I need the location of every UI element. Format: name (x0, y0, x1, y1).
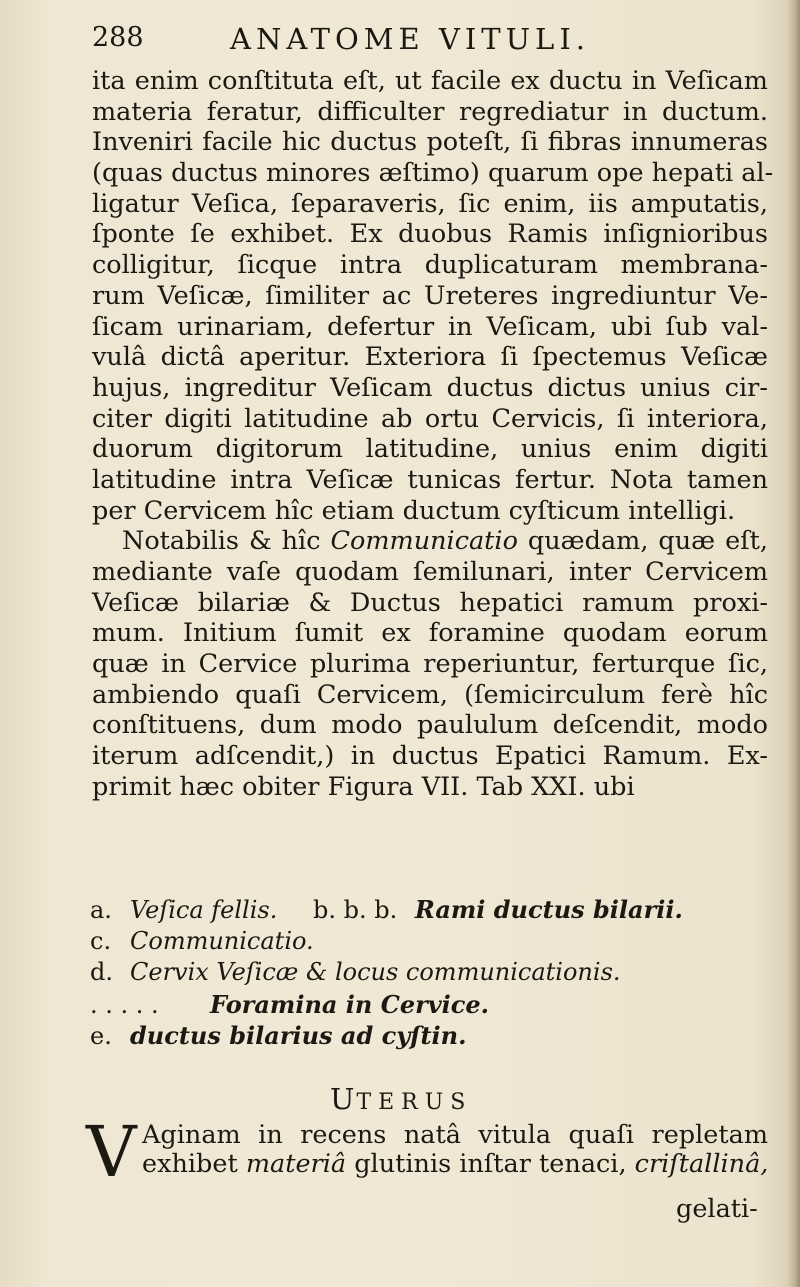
drop-cap: V (86, 1111, 137, 1193)
paragraph-2-first-line (92, 526, 768, 557)
text-line: conſtituens, dum modo paululum deſcendit, modo (92, 710, 768, 741)
legend-key: a. (90, 896, 112, 924)
italic-term: criſtallinâ, (634, 1149, 769, 1179)
heading-initial: U (330, 1082, 357, 1116)
legend-row (90, 926, 766, 958)
legend-row (90, 989, 766, 1021)
text-line: rum Veſicæ, ſimiliter ac Ureteres ingrediuntur Ve- (92, 280, 768, 311)
italic-term: Communicatio (330, 526, 518, 557)
legend-row (90, 894, 766, 926)
page-gutter-shadow (786, 0, 800, 1287)
opening-paragraph (142, 1121, 768, 1179)
text-line: duorum digitorum latitudine, unius enim digiti (92, 434, 768, 465)
text-line: Veſicæ bilariæ & Ductus hepatici ramum proxi- (92, 587, 768, 618)
text-run: quædam, quæ eſt, (517, 526, 768, 557)
page-number: 288 (92, 22, 144, 53)
legend-text: Rami ductus bilarii. (414, 895, 683, 924)
text-line: Inveniri facile hic ductus poteſt, ſi fibras innumeras (92, 127, 768, 158)
text-run: glutinis inſtar tenaci, (346, 1149, 635, 1179)
heading-rest: TERUS (356, 1090, 473, 1115)
text-run: exhibet (142, 1149, 246, 1179)
legend-key: c. (90, 926, 112, 955)
text-line: ſponte ſe exhibet. Ex duobus Ramis inſignioribus (92, 219, 768, 250)
legend-key: . . . . . (90, 990, 159, 1019)
legend-key: d. (90, 958, 113, 986)
text-line: vulâ dictâ aperitur. Exteriora ſi ſpectemus Veſicæ (92, 342, 768, 373)
text-line: iterum adſcendit,) in ductus Epatici Ramum. Ex- (92, 741, 768, 772)
text-line: ambiendo quaſi Cervicem, (ſemicirculum ferè hîc (92, 679, 768, 710)
legend-text: Veſica fellis. (130, 896, 278, 924)
text-line: mediante vaſe quodam ſemilunari, inter Cervicem (92, 557, 768, 587)
legend-text: Foramina in Cervice. (210, 989, 490, 1019)
legend-text: ductus bilarius ad cyſtin. (130, 1021, 467, 1050)
legend-text: Communicatio. (130, 926, 314, 955)
text-line: ſicam urinariam, defertur in Veſicam, ubi ſub val- (92, 311, 768, 342)
text-line: Aginam in recens natâ vitula quaſi repletam (142, 1120, 768, 1150)
page-header (92, 22, 772, 66)
text-line (142, 1150, 768, 1179)
text-line: colligitur, ſicque intra duplicaturam membrana- (92, 250, 768, 281)
legend-row (90, 957, 766, 989)
text-line: hujus, ingreditur Veſicam ductus dictus unius cir- (92, 372, 768, 403)
legend-row (90, 1020, 766, 1052)
catchword: gelati- (676, 1194, 758, 1224)
running-title: ANATOME VITULI. (230, 22, 590, 56)
legend-key: e. (90, 1022, 112, 1050)
legend-key: b. b. b. (312, 896, 398, 924)
legend-text: Cervix Veſicæ & locus communicationis. (130, 958, 621, 986)
text-line: ita enim conſtituta eſt, ut facile ex ductu in Veſicam (92, 66, 768, 96)
text-line: citer digiti latitudine ab ortu Cervicis, ſi interiora, (92, 403, 768, 434)
text-line: latitudine intra Veſicæ tunicas fertur. Nota tamen (92, 464, 768, 495)
text-line: per Cervicem hîc etiam ductum cyſticum intelligi. (92, 495, 736, 526)
text-line: (quas ductus minores æſtimo) quarum ope hepati al- (92, 158, 774, 189)
text-line: mum. Initium ſumit ex foramine quodam eorum (92, 618, 768, 649)
section-heading (330, 1082, 472, 1116)
text-line: primit hæc obiter Figura VII. Tab XXI. ubi (92, 771, 635, 802)
text-line: materia feratur, difficulter regrediatur in ductum. (92, 96, 768, 127)
text-run: Notabilis & hîc (122, 526, 331, 557)
body-text (92, 66, 774, 803)
figure-legend (90, 894, 766, 1052)
text-line: ligatur Veſica, ſeparaveris, ſic enim, iis amputatis, (92, 188, 768, 219)
italic-term: materiâ (245, 1149, 347, 1179)
text-line: quæ in Cervice plurima reperiuntur, ferturque ſic, (92, 649, 768, 680)
